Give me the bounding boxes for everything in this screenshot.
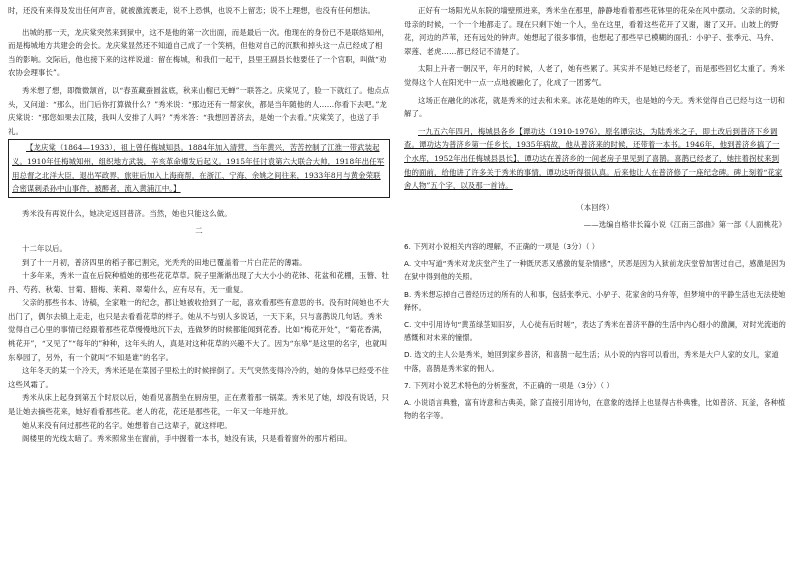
paragraph: 这场正在融化的冰花，就是秀米的过去和未来。冰花是她的昨天，也是她的今天。秀米觉得自己已经与这一切和解了。	[404, 95, 786, 119]
question-6: 6. 下列对小说相关内容的理解，不正确的一项是（3分）（ ）	[404, 241, 600, 251]
paragraph: 十二年以后。	[22, 243, 67, 253]
paragraph: 正好有一场阳光从东院的墙壁照进来，秀米坐在那里，静静地看着那些花钵里的花朵在风中摆动。父亲的时候，母亲的时候，一个一个地都走了。现在只剩下她一个人，坐在这里，看着这些花开了又谢，谢了又开。山坡上的野花，河边的芦苇，还有远处的钟声。她想起了很多事情，也想起了那些早已模糊的面孔：小驴子、张季元、马弁、翠莲、老虎……都已经记不清楚了。	[404, 6, 786, 56]
paragraph: 太阳上升者一朝汉平，年月的时候，人老了，她有些累了。其实并不是她已经老了，而是那些回忆太重了。秀米觉得这个人在阳光中一点一点地被融化了，化成了一团雾气。	[404, 64, 786, 87]
end-mark: （本回终）	[576, 202, 614, 212]
annotation-paragraph: 一九五六年四月，梅城县各乡【谭功达（1910-1976），原名谭宗达，为陆秀米之子，即土改后到普济下乡调查。谭功达为普济乡第一任乡长，1935年病故，他从普济来的时候，还带着一本书。1946年，他到普济乡搞了一个水库，1952年出任梅城县县长】，谭功达在普济乡的一间老房子里见到了喜鹊。喜鹊已经老了，她拄着拐杖来到他的面前，给他讲了许多关于秀米的事情，谭功达听得很认真。后来他让人在普济修了一座纪念碑。碑上刻着“花家舍人物”五个字，以及那一首诗。	[404, 126, 783, 191]
source-citation: ——选编自格非长篇小说《江南三部曲》第一部《人面桃花》	[583, 220, 786, 230]
question-7: 7. 下列对小说艺术特色的分析鉴赏，不正确的一项是（3分）（ ）	[404, 380, 614, 390]
paragraph: 十多年来，秀米一直在后院种植她的那些花花草草。院子里渐渐出现了大大小小的花钵、花盆和花棚，玉簪、牡丹、芍药、秋菊、甘菊、腊梅、茉莉、翠菊什么，应有尽有，无一重复。	[8, 271, 390, 294]
paragraph: 秀米没有再说什么，她决定返回普济。当然，她也只能这么做。	[22, 208, 232, 218]
section-number: 二	[195, 226, 203, 236]
question-6-option-c: C. 文中引用诗句“黄茧绿茎知旧岁，人心徒有后时嗟”，表达了秀米在普济平静的生活中内心细小的激澜，对时光流逝的感慨和对未来的憧憬。	[404, 319, 786, 343]
question-6-option-d: D. 选文的主人公是秀米，她回到家乡普济，和喜鹊一起生活；从小说的内容可以看出，秀米是大户人家的女儿，家道中落，喜鹊是秀米家的佣人。	[404, 350, 779, 373]
right-column	[404, 4, 786, 556]
annotation-text: 【龙庆棠（1864—1933），祖上曾任梅城知县。1884年加入清营，当年黄兴，苦苦控制了江淮一带武装起义。1910年任梅城知州，组织地方武装，辛亥革命爆发后起义。1915年任讨袁第六大联合大帅，1918年出任军用总督之北洋大臣，退出军政界，旅驻后加入上海商帮，在浙江、宁海、余姚之间往来，1933年8月与黄金荣联合密谋刺杀孙中山事件，被醉者，流入黄浦江中。】	[12, 143, 385, 194]
left-column	[8, 4, 390, 556]
paragraph: 阁楼里的光线太暗了。秀米照常坐在窗前，手中握着一本书，她没有读，只是看着窗外的那片稻田。	[22, 434, 352, 444]
paragraph: 出城的那一天，龙庆棠突然来到狱中，这不是他的第一次出面，而是最后一次。他现在的身份已不是联络知州，而是梅城地方共建会的会长。龙庆棠显然还不知道自己成了一个笑柄，但他对自己的沉默和掉头这一点已经成了相当的影响。交际后，他也接下来的这样说道：留在梅城，和我们一起干，县里王副县长他要任了一个官职，叫做“劝农协会理事长”。	[8, 27, 390, 78]
question-6-option-a: A. 文中写道“秀米对龙庆堂产生了一种既厌恶又感激的复杂情感”，厌恶是因为入狱前龙庆堂曾加害过自己，感激是因为在狱中得到他的关照。	[404, 259, 786, 282]
question-7-option-a: A. 小说语言典雅，富有诗意和古典美，除了直接引用诗句，在意象的选择上也显得古朴典雅，比如普济、瓦釜，各种植物的名字等。	[404, 397, 786, 421]
paragraph: 这年冬天的某一个冷天，秀米还是在菜园子里松土的时候摔倒了。天气突然变得冷冷的，她的身体早已经受不住这些风霜了。	[8, 366, 390, 389]
question-6-option-b: B. 秀米想忘掉自己曾经历过的所有的人和事，包括张季元、小驴子、花家舍的马弁等，但梦境中的平静生活也无法使她释怀。	[404, 289, 786, 312]
paragraph: 她从来没有问过那些花的名字。她想着自己这辈子，就这样吧。	[22, 420, 232, 430]
annotation-box	[8, 139, 390, 197]
paragraph: 秀米从床上起身到第五个时辰以后，她看见喜鹊坐在厨房里，正在煮着那一锅菜。秀米见了她，却没有说话，只是让她去摘些花来，她好看看那些花。老人的花，花还是那些花，一年又一年地开放。	[8, 393, 390, 417]
paragraph: 父亲的那些书本、诗稿，全家唯一的纪念，都让她被收拾到了一起，喜欢看那些有意思的书。没有时间她也不大出门了，偶尔去镇上走走，也只是去看看花草的样子。她从不与别人多说话，一天下来，只与喜鹊说几句话。秀米觉得自己心里的事情已经跟着那些花草慢慢地沉下去，连做梦的时候都能闻到花香。比如“梅花开处”，“菊花香满，桃花开”，“又见了”“每年的”种种，这年头的人，真是对这种花草的兴趣不大了。因为“东皋”是这里的名字，也就叫东皋园了，另外，有一个就叫“不知是谁”的名字。	[8, 298, 390, 362]
paragraph: 秀米想了想，即微微颔首，以“春茧藏蚕圆盆底，秋来山榴已无蝉”一联答之。庆棠见了，脸一下就红了。他点点头，又问道：“那么，出门后你打算做什么？”秀米说：“那边还有一帮家伙，都是当年随他的人……你看下去吧。”龙庆棠说：“那您如果去江陵，我叫人安排了人吗？”秀米答：“我想回普济去，是她一个去看。”庆棠笑了，也送了手礼。	[8, 85, 390, 136]
paragraph: 到了十一月初，普济四里的稻子都已割完，光秃秃的田地已覆盖着一片白茫茫的薄霜。	[22, 257, 307, 267]
paragraph: 时，还没有来得及发出任何声音，就被激流裹走，说不上恐惧，也说不上留恋；说不上理想，也没有任何想法。	[8, 6, 376, 15]
